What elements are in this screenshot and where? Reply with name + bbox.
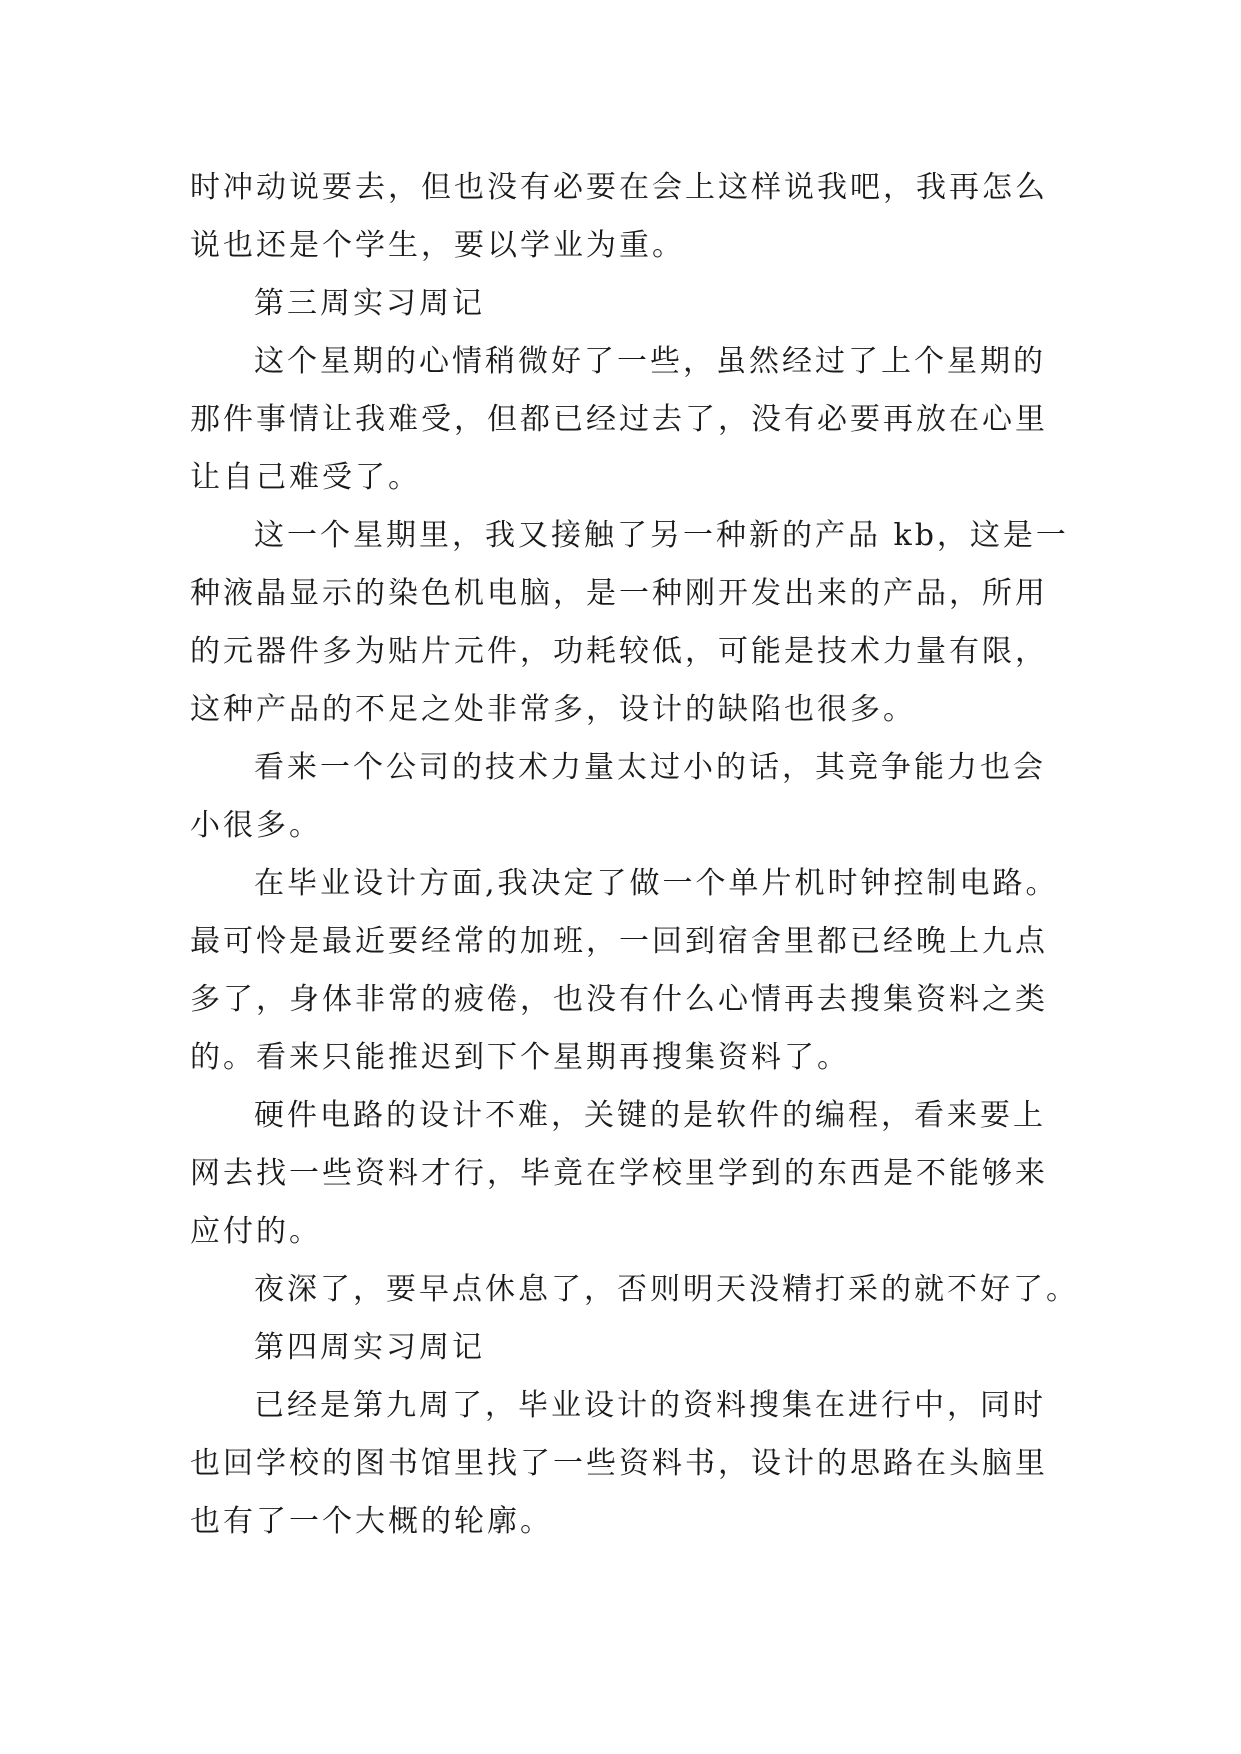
text-line: 最可怜是最近要经常的加班，一回到宿舍里都已经晚上九点 [190,924,1048,959]
section-heading-week-4: 第四周实习周记 [254,1330,485,1365]
document-body [190,159,1079,1551]
text-line: 让自己难受了。 [190,460,421,495]
text-line: 小很多。 [190,808,322,843]
text-line: 种液晶显示的染色机电脑，是一种刚开发出来的产品，所用 [190,576,1048,611]
section-heading-week-3: 第三周实习周记 [254,286,485,321]
text-line: 那件事情让我难受，但都已经过去了，没有必要再放在心里 [190,402,1048,437]
text-line: 网去找一些资料才行，毕竟在学校里学到的东西是不能够来 [190,1156,1048,1191]
text-line: 也回学校的图书馆里找了一些资料书，设计的思路在头脑里 [190,1446,1048,1481]
text-line: 在毕业设计方面,我决定了做一个单片机时钟控制电路。 [254,866,1059,901]
text-line: 说也还是个学生，要以学业为重。 [190,228,685,263]
text-line: 硬件电路的设计不难，关键的是软件的编程，看来要上 [254,1098,1046,1133]
text-line: 的元器件多为贴片元件，功耗较低，可能是技术力量有限， [190,634,1048,669]
text-line: 时冲动说要去，但也没有必要在会上这样说我吧，我再怎么 [190,170,1048,205]
text-line: 也有了一个大概的轮廓。 [190,1504,553,1539]
text-line: 看来一个公司的技术力量太过小的话，其竞争能力也会 [254,750,1046,785]
text-line: 这种产品的不足之处非常多，设计的缺陷也很多。 [190,692,916,727]
text-line: 这一个星期里，我又接触了另一种新的产品 kb，这是一 [254,518,1069,553]
text-line: 夜深了，要早点休息了，否则明天没精打采的就不好了。 [254,1272,1079,1307]
text-line: 这个星期的心情稍微好了一些，虽然经过了上个星期的 [254,344,1046,379]
text-line: 已经是第九周了，毕业设计的资料搜集在进行中，同时 [254,1388,1046,1423]
text-line: 的。看来只能推迟到下个星期再搜集资料了。 [190,1040,850,1075]
text-line: 多了，身体非常的疲倦，也没有什么心情再去搜集资料之类 [190,982,1048,1017]
text-line: 应付的。 [190,1214,322,1249]
